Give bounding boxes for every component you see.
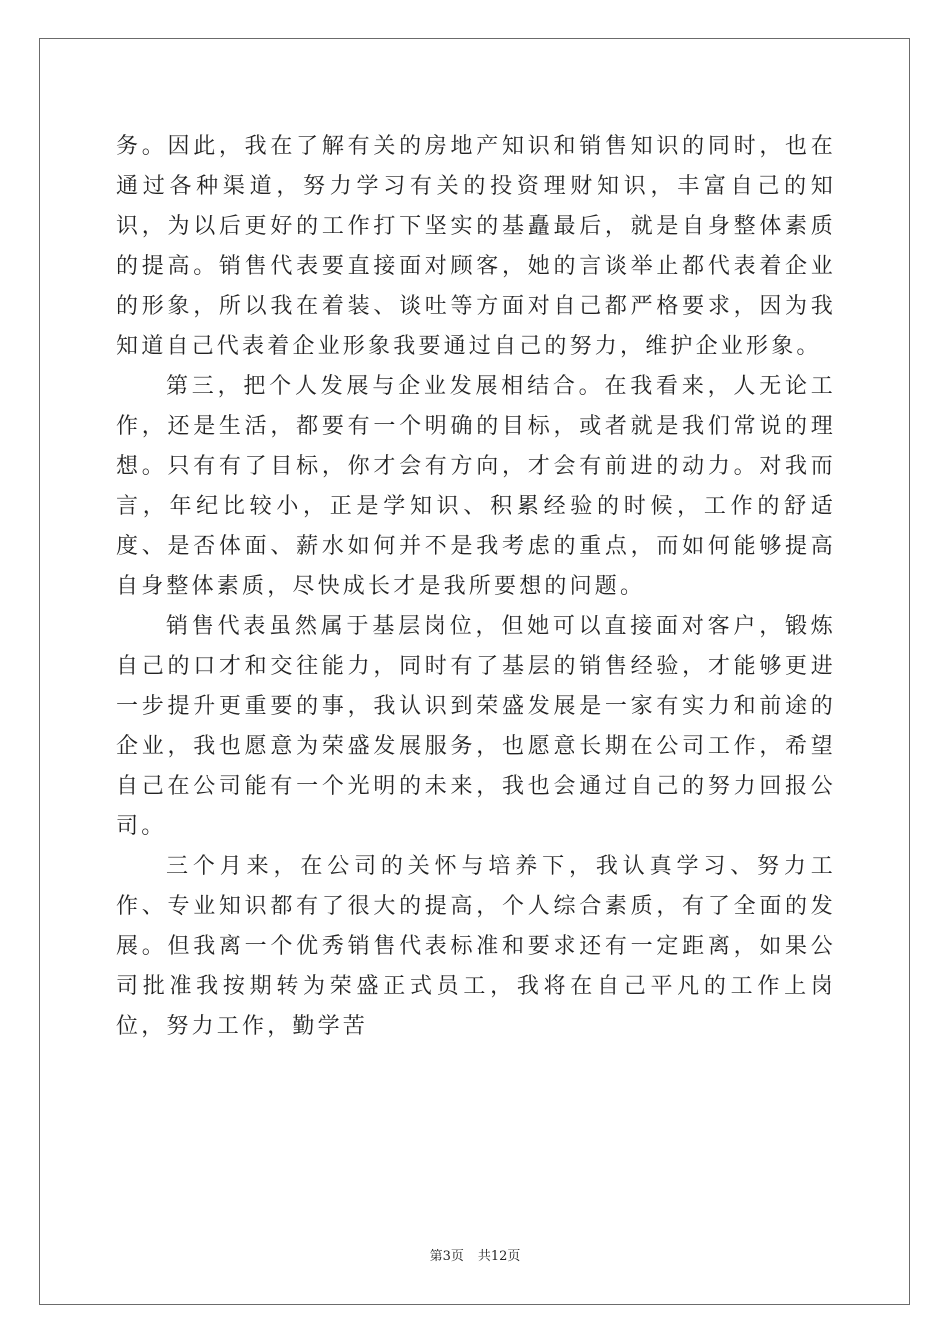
total-page-count: 共12页 xyxy=(477,1249,521,1264)
paragraph-2: 第三，把个人发展与企业发展相结合。在我看来，人无论工作，还是生活，都要有一个明确的目标，或者就是我们常说的理想。只有有了目标，你才会有方向，才会有前进的动力。对我而言，年纪比较小，正是学知识、积累经验的时候，工作的舒适度、是否体面、薪水如何并不是我考虑的重点，而如何能够提高自身整体素质，尽快成长才是我所要想的问题。 xyxy=(116,374,836,599)
document-body xyxy=(116,127,836,1047)
paragraph-4: 三个月来，在公司的关怀与培养下，我认真学习、努力工作、专业知识都有了很大的提高，个人综合素质，有了全面的发展。但我离一个优秀销售代表标准和要求还有一定距离，如果公司批准我按期转为荣盛正式员工，我将在自己平凡的工作上岗位，努力工作，勤学苦 xyxy=(116,854,836,1039)
current-page-number: 第3页 xyxy=(429,1249,464,1264)
paragraph-1: 务。因此，我在了解有关的房地产知识和销售知识的同时，也在通过各种渠道，努力学习有关的投资理财知识，丰富自己的知识，为以后更好的工作打下坚实的基矗最后，就是自身整体素质的提高。销售代表要直接面对顾客，她的言谈举止都代表着企业的形象，所以我在着装、谈吐等方面对自己都严格要求，因为我知道自己代表着企业形象我要通过自己的努力，维护企业形象。 xyxy=(116,134,836,359)
page-footer xyxy=(0,1245,950,1264)
paragraph-3: 销售代表虽然属于基层岗位，但她可以直接面对客户，锻炼自己的口才和交往能力，同时有了基层的销售经验，才能够更进一步提升更重要的事，我认识到荣盛发展是一家有实力和前途的企业，我也愿意为荣盛发展服务，也愿意长期在公司工作，希望自己在公司能有一个光明的未来，我也会通过自己的努力回报公司。 xyxy=(116,614,836,839)
